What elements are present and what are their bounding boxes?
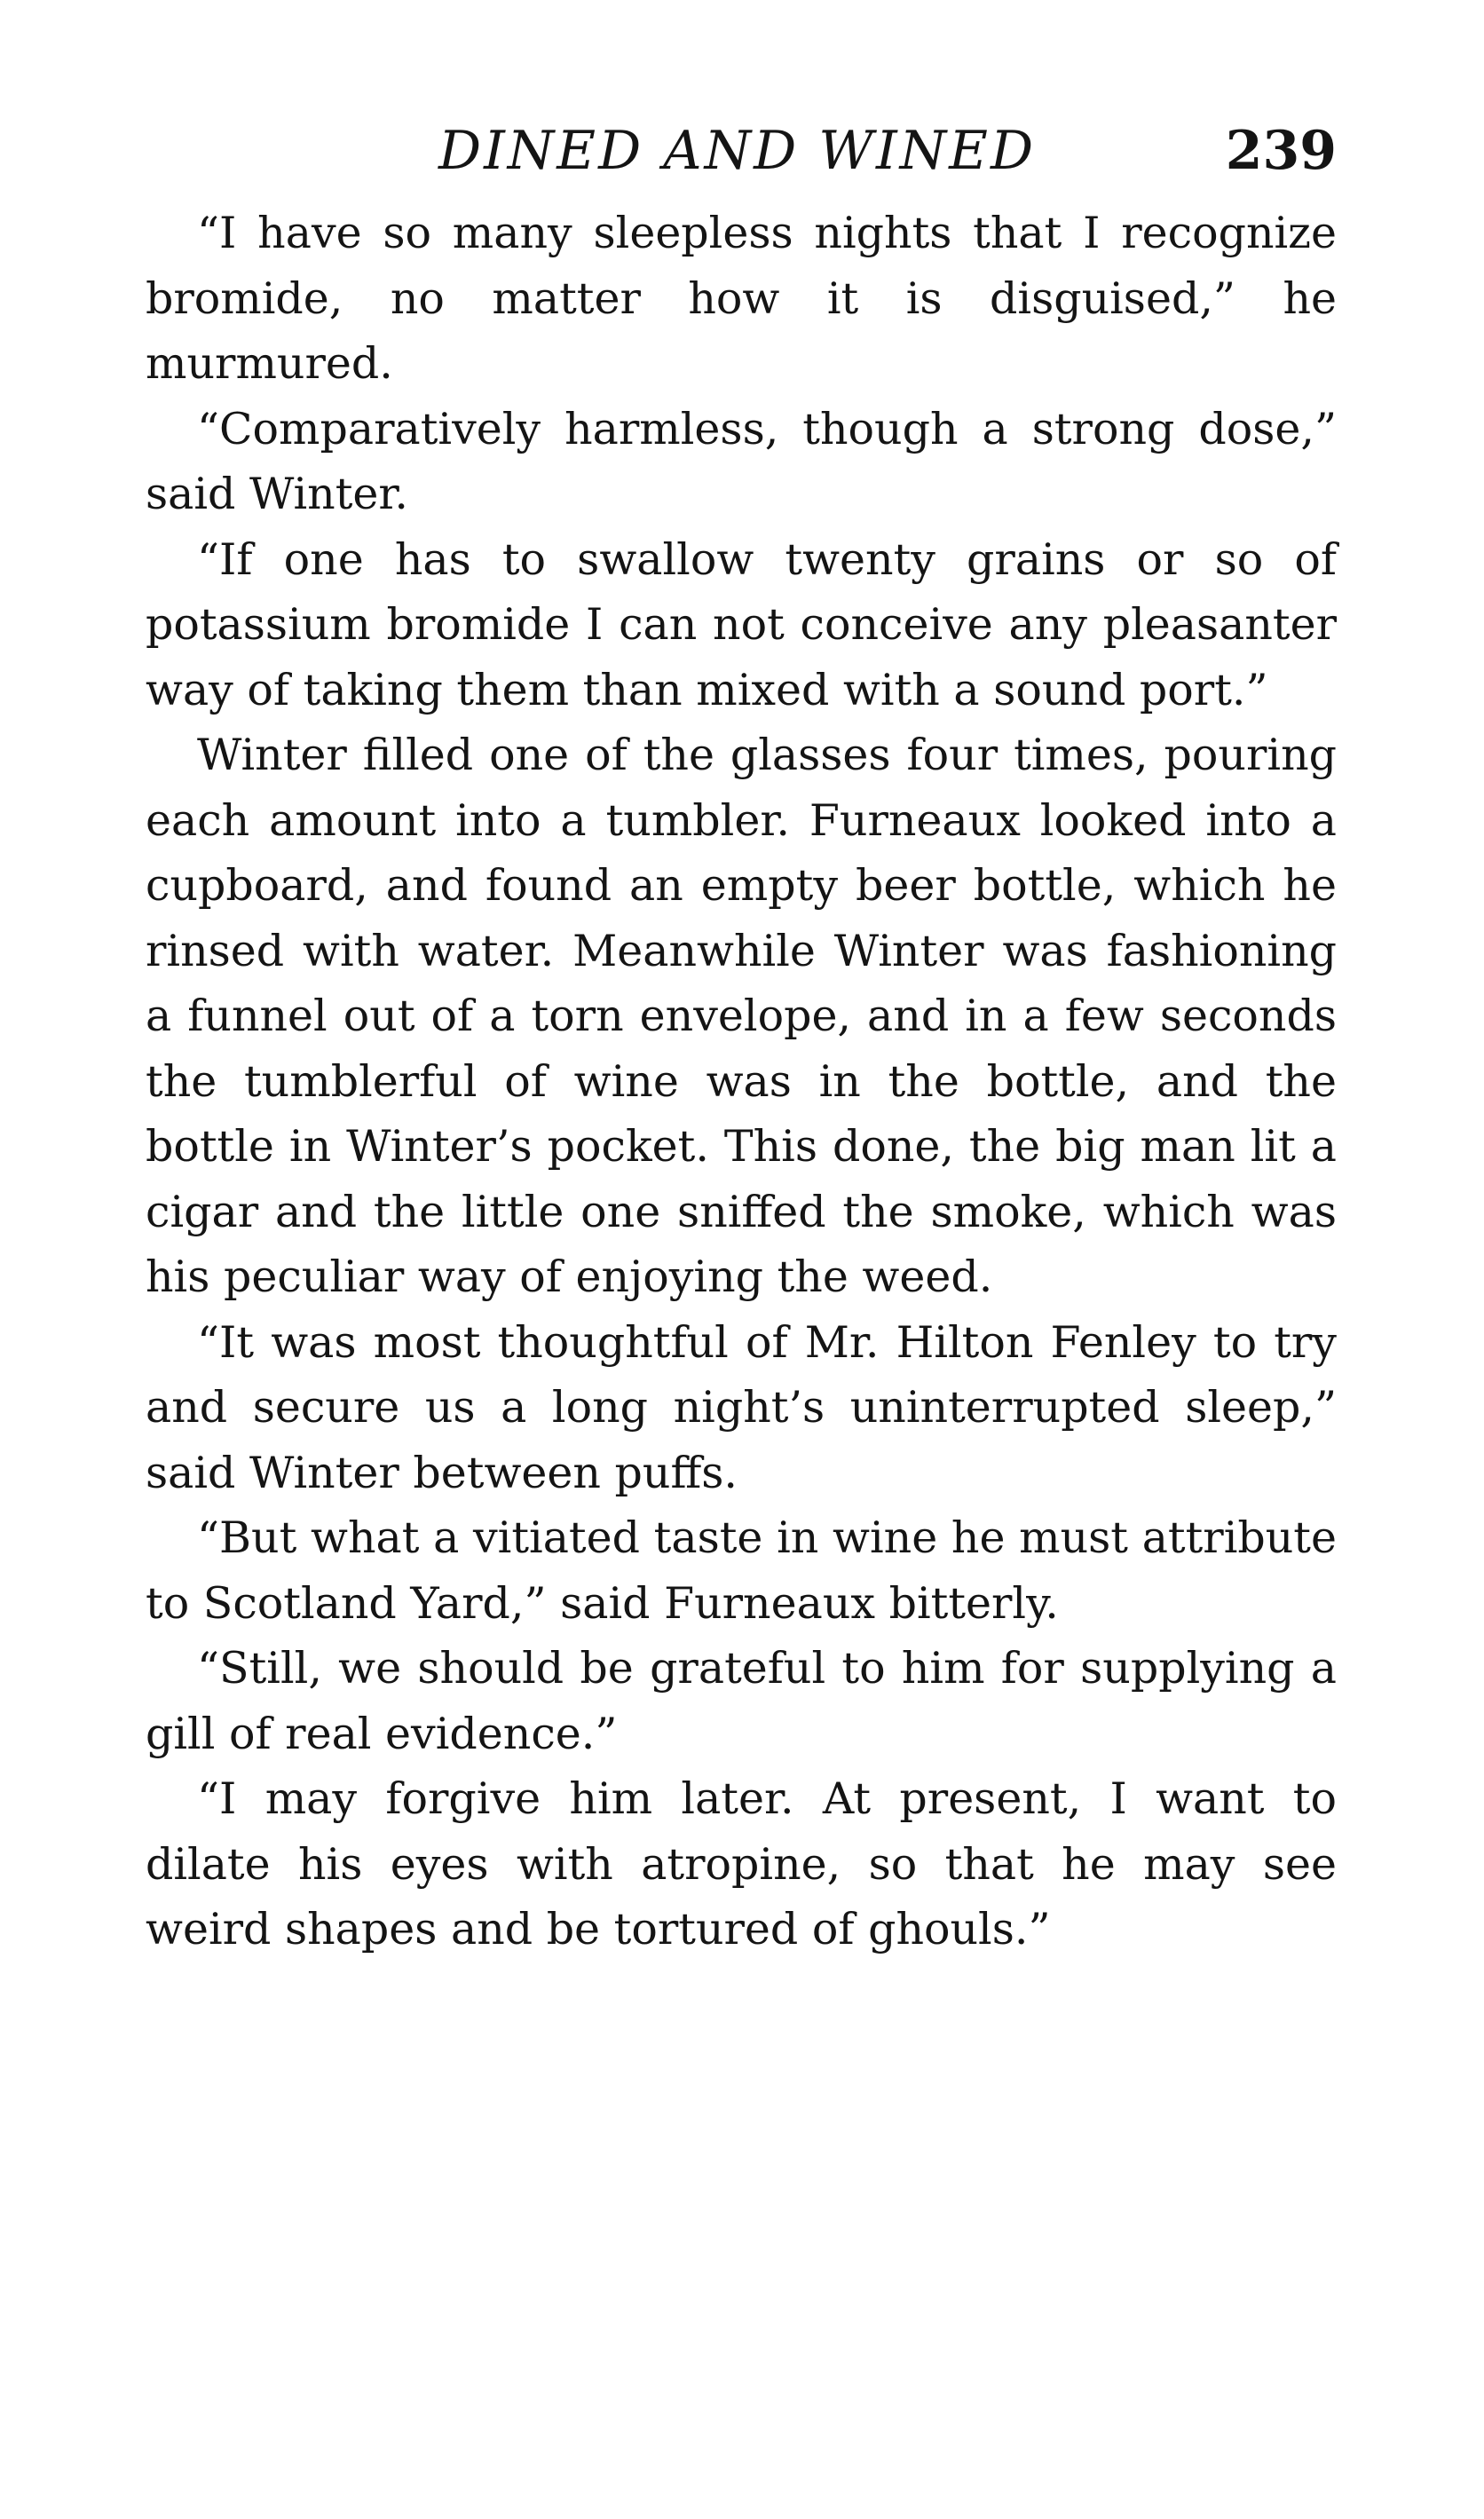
paragraph: “Still, we should be grateful to him for supplying a gill of real evidence.” bbox=[146, 1643, 1337, 1759]
paragraph: Winter filled one of the glasses four times, pouring each amount into a tumbler. Furneaux looked into a cupboard, and found an empty beer bottle, which he rinsed with water. Meanwhile Winter was fashioning a funnel out of a torn envelope, and in a few seconds the tumblerful of wine was in the bottle, and the bottle in Winter’s pocket. This done, the big man lit a cigar and the little one sniffed the smoke, which was his peculiar way of enjoying the weed. bbox=[146, 730, 1337, 1302]
paragraph: “It was most thoughtful of Mr. Hilton Fenley to try and secure us a long night’s uninterrupted sleep,” said Winter between puffs. bbox=[146, 1316, 1337, 1498]
page-number: 239 bbox=[1225, 120, 1337, 182]
paragraph: “I may forgive him later. At present, I want to dilate his eyes with atropine, so that he may see weird shapes and be tortured of ghouls.” bbox=[146, 1773, 1337, 1954]
paragraph: “Comparatively harmless, though a strong dose,” said Winter. bbox=[146, 403, 1337, 519]
paragraph: “I have so many sleepless nights that I recognize bromide, no matter how it is disguised,” he murmured. bbox=[146, 208, 1337, 389]
paragraph: “But what a vitiated taste in wine he must attribute to Scotland Yard,” said Furneaux bitterly. bbox=[146, 1512, 1337, 1629]
running-head bbox=[146, 115, 1337, 195]
running-title: DINED AND WINED bbox=[438, 120, 1037, 182]
body-text bbox=[146, 201, 1337, 1962]
book-page bbox=[146, 115, 1337, 1962]
paragraph: “If one has to swallow twenty grains or so of potassium bromide I can not conceive any pleasanter way of taking them than mixed with a sound port.” bbox=[146, 533, 1337, 715]
